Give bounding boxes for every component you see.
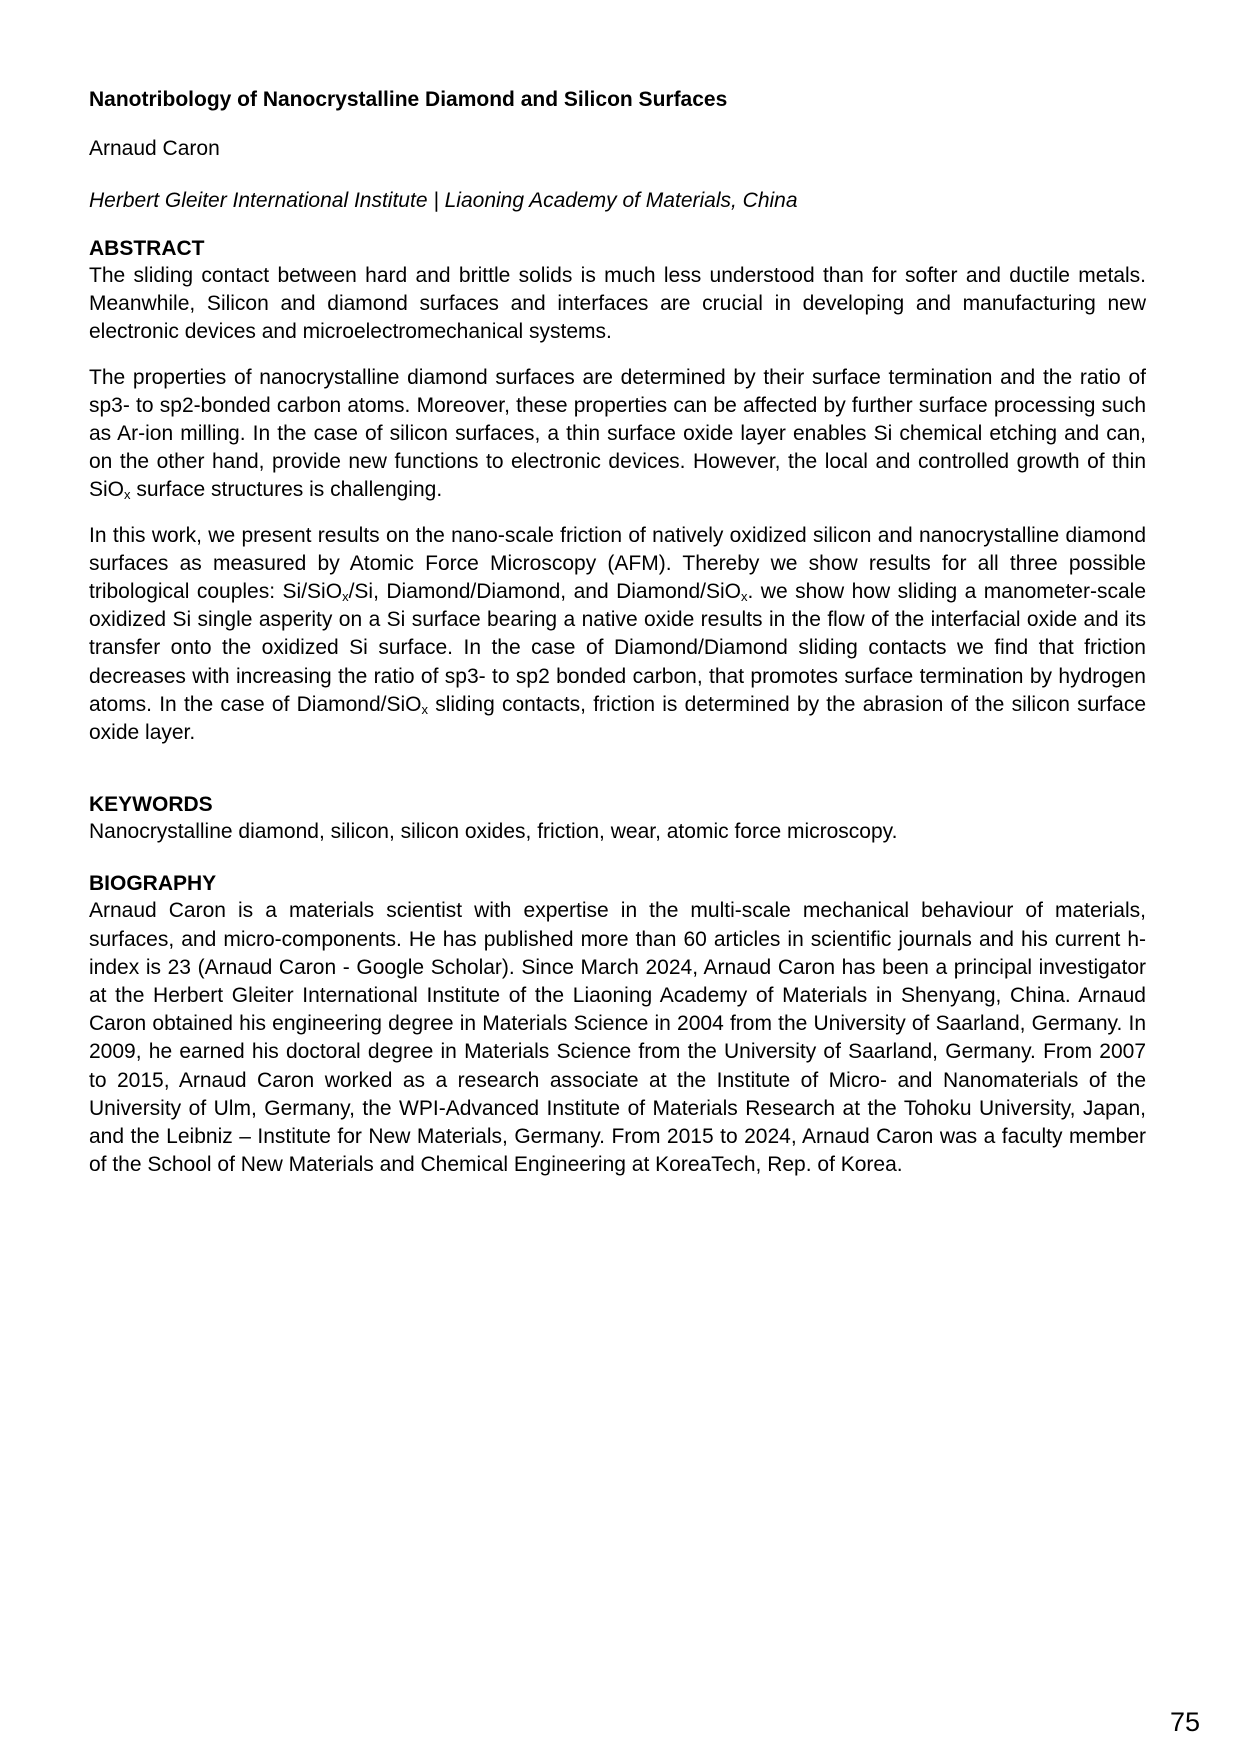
abstract-p3-subscript-2: x xyxy=(741,589,748,605)
keywords-heading: KEYWORDS xyxy=(89,793,213,817)
abstract-p2-text-a: The properties of nanocrystalline diamond surfaces are determined by their surface termination and the ratio of sp3- to sp2-bonded carbon atoms. Moreover, these properties can be affected by further surface processing such as Ar-ion milling. In the case of silicon surfaces, a thin surface oxide layer enables Si chemical etching and can, on the other hand, provide new functions to electronic devices. However, the local and controlled growth of thin SiO xyxy=(89,365,1146,502)
abstract-p3-text-c: . we show how sliding a manometer-scale oxidized Si single asperity on a Si surface bearing a native oxide results in the flow of the interfacial oxide and its transfer onto the oxidized Si surface. In the case of Diamond/Diamond sliding contacts we find that friction decreases with increasing the ratio of sp3- to sp2 bonded carbon, that promotes surface termination by hydrogen atoms. In the case of Diamond/SiO xyxy=(89,580,1146,716)
abstract-p2-subscript: x xyxy=(124,487,131,503)
abstract-paragraph-2 xyxy=(89,364,1146,505)
abstract-p3-text-b: /Si, Diamond/Diamond, and Diamond/SiO xyxy=(348,580,741,604)
abstract-paragraph-3 xyxy=(89,522,1146,748)
abstract-section xyxy=(89,235,1146,747)
biography-text: Arnaud Caron is a materials scientist with expertise in the multi-scale mechanical behaviour of materials, surfaces, and micro-components. He has published more than 60 articles in scientific journals and his current h-index is 23 (Arnaud Caron - Google Scholar). Since March 2024, Arnaud Caron has been a principal investigator at the Herbert Gleiter International Institute of the Liaoning Academy of Materials in Shenyang, China. Arnaud Caron obtained his engineering degree in Materials Science in 2004 from the University of Saarland, Germany. In 2009, he earned his doctoral degree in Materials Science from the University of Saarland, Germany. From 2007 to 2015, Arnaud Caron worked as a research associate at the Institute of Micro- and Nanomaterials of the University of Ulm, Germany, the WPI-Advanced Institute of Materials Research at the Tohoku University, Japan, and the Leibniz – Institute for New Materials, Germany. From 2015 to 2024, Arnaud Caron was a faculty member of the School of New Materials and Chemical Engineering at KoreaTech, Rep. of Korea. xyxy=(89,899,1146,1177)
biography-heading: BIOGRAPHY xyxy=(89,872,217,896)
author-name: Arnaud Caron xyxy=(89,137,220,160)
paper-title: Nanotribology of Nanocrystalline Diamond and Silicon Surfaces xyxy=(89,88,728,111)
biography-section xyxy=(89,870,1146,1179)
abstract-heading: ABSTRACT xyxy=(89,237,205,260)
keywords-section xyxy=(89,791,1146,846)
author-affiliation: Herbert Gleiter International Institute | Liaoning Academy of Materials, China xyxy=(89,189,798,212)
paper-page xyxy=(89,86,1146,1196)
abstract-p3-subscript-1: x xyxy=(342,589,349,605)
abstract-p3-subscript-3: x xyxy=(421,701,429,717)
abstract-p2-text-b: surface structures is challenging. xyxy=(130,478,443,502)
abstract-p3-text-a: In this work, we present results on the nano-scale friction of natively oxidized silicon and nanocrystalline diamond surfaces as measured by Atomic Force Microscopy (AFM). Thereby we show results for all three possible tribological couples: Si/SiO xyxy=(89,523,1146,604)
abstract-p3-text-d: sliding contacts, friction is determined by the abrasion of the silicon surface oxide layer. xyxy=(89,692,1146,745)
keywords-text: Nanocrystalline diamond, silicon, silicon oxides, friction, wear, atomic force microscopy. xyxy=(89,820,898,844)
page-number: 75 xyxy=(1170,1707,1201,1737)
abstract-paragraph-1: The sliding contact between hard and brittle solids is much less understood than for softer and ductile metals. Meanwhile, Silicon and diamond surfaces and interfaces are crucial in developing and manufacturing new electronic devices and microelectromechanical systems. xyxy=(89,264,1146,344)
